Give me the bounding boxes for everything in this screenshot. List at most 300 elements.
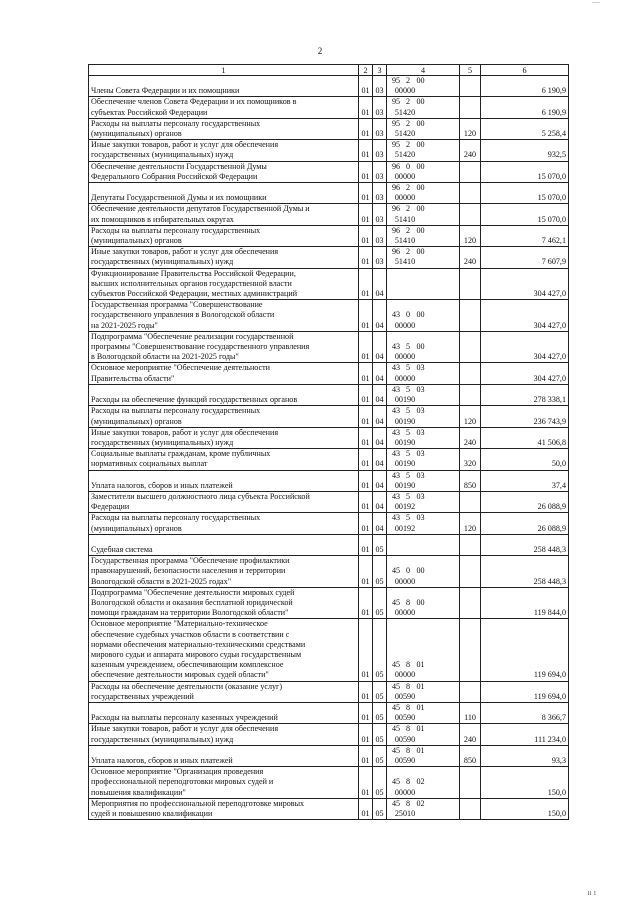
row-name-cell (89, 449, 359, 470)
target-article-part: 01 (416, 702, 425, 712)
row-name-cell (89, 587, 359, 619)
target-article-cell (387, 534, 460, 555)
row-name-line: Вологодской области и оказания бесплатной юридической (91, 597, 293, 607)
subsection-code-cell: 05 (373, 702, 387, 723)
row-name-cell (89, 247, 359, 268)
target-article-part: 2 (405, 118, 411, 128)
target-article-part: 00 (416, 76, 425, 85)
target-article-part: 00 (416, 225, 425, 235)
row-name-line: высших исполнительных органов государственной власти (91, 278, 292, 288)
expense-type-cell (460, 183, 481, 204)
row-name-line: Депутаты Государственной Думы и их помощники (91, 193, 267, 203)
amount-cell: 932,5 (481, 140, 569, 161)
subsection-code-cell: 04 (373, 470, 387, 491)
row-name-line: Расходы на выплаты персоналу государственных (91, 406, 261, 416)
target-article-part: 00000 (394, 670, 416, 680)
table-row (89, 225, 569, 246)
subsection-code-cell: 04 (373, 491, 387, 512)
amount-cell: 236 743,9 (481, 406, 569, 427)
target-article-part: 00190 (394, 395, 416, 405)
target-article-cell (387, 204, 460, 225)
row-name-line: программы "Совершенствование государственного управления (91, 342, 310, 352)
subsection-code-cell: 03 (373, 118, 387, 139)
target-article-part: 43 (391, 513, 401, 523)
section-code-cell: 01 (359, 681, 373, 702)
section-code-cell: 01 (359, 587, 373, 619)
target-article-part: 00190 (394, 416, 416, 426)
table-row (89, 702, 569, 723)
amount-cell: 50,0 (481, 449, 569, 470)
target-article-part: 03 (416, 449, 425, 459)
section-code-cell: 01 (359, 406, 373, 427)
subsection-code-cell: 05 (373, 587, 387, 619)
target-article-part: 0 (405, 161, 411, 171)
target-article-part: 00000 (394, 608, 416, 618)
table-row (89, 470, 569, 491)
amount-cell: 5 258,4 (481, 118, 569, 139)
target-article-cell (387, 76, 460, 97)
target-article-part: 01 (416, 681, 425, 691)
row-name-line: Расходы на выплаты персоналу государственных (91, 225, 261, 235)
target-article-part: 03 (416, 363, 425, 373)
target-article-part: 5 (405, 342, 411, 352)
subsection-code-cell: 03 (373, 161, 387, 182)
corner-mark: — (592, 0, 600, 6)
expense-type-cell (460, 587, 481, 619)
header-cell: 4 (387, 65, 460, 76)
section-code-cell: 01 (359, 384, 373, 405)
target-article-part: 2 (405, 140, 411, 150)
expense-type-cell: 240 (460, 427, 481, 448)
row-name-line: Основное мероприятие "Обеспечение деятельности (91, 363, 270, 373)
target-article-part: 51420 (394, 107, 416, 117)
target-article-part: 00 (416, 342, 425, 352)
target-article-cell (387, 587, 460, 619)
row-name-line: государственных учреждений (91, 691, 194, 701)
amount-cell: 258 448,3 (481, 556, 569, 588)
row-name-cell (89, 427, 359, 448)
header-row (89, 65, 569, 76)
footer-mark: ıı ı (587, 888, 596, 897)
amount-cell: 93,3 (481, 745, 569, 766)
row-name-cell (89, 331, 359, 363)
table-row (89, 247, 569, 268)
target-article-cell (387, 384, 460, 405)
target-article-part: 2 (405, 183, 411, 193)
table-row (89, 513, 569, 534)
row-name-line: профессиональной переподготовки мировых судей и (91, 777, 274, 787)
amount-cell: 41 506,8 (481, 427, 569, 448)
amount-cell: 15 070,0 (481, 204, 569, 225)
target-article-part: 00000 (394, 193, 416, 203)
table-row (89, 183, 569, 204)
target-article-part: 43 (391, 310, 401, 320)
section-code-cell: 01 (359, 76, 373, 97)
target-article-part: 45 (391, 660, 401, 670)
expense-type-cell: 240 (460, 247, 481, 268)
target-article-part: 8 (405, 681, 411, 691)
subsection-code-cell: 05 (373, 619, 387, 681)
target-article-part: 2 (405, 97, 411, 107)
table-row (89, 534, 569, 555)
target-article-cell (387, 300, 460, 332)
subsection-code-cell: 04 (373, 363, 387, 384)
amount-cell: 150,0 (481, 767, 569, 799)
table-row (89, 204, 569, 225)
target-article-part: 00 (416, 597, 425, 607)
table-row (89, 798, 569, 819)
target-article-part: 00 (416, 118, 425, 128)
target-article-part: 2 (405, 225, 411, 235)
expense-type-cell: 850 (460, 470, 481, 491)
table-row (89, 331, 569, 363)
target-article-part: 00 (416, 161, 425, 171)
row-name-line: Социальные выплаты гражданам, кроме публичных (91, 449, 271, 459)
section-code-cell: 01 (359, 118, 373, 139)
header-cell: 2 (359, 65, 373, 76)
row-name-line: Основное мероприятие "Материально-техническое (91, 619, 268, 629)
target-article-part: 03 (416, 513, 425, 523)
row-name-line: Уплата налогов, сборов и иных платежей (91, 756, 233, 765)
target-article-part: 8 (405, 724, 411, 734)
subsection-code-cell: 03 (373, 225, 387, 246)
table-row (89, 384, 569, 405)
expense-type-cell (460, 268, 481, 300)
target-article-part: 45 (391, 745, 401, 755)
amount-cell: 7 607,9 (481, 247, 569, 268)
amount-cell: 119 844,0 (481, 587, 569, 619)
subsection-code-cell: 03 (373, 204, 387, 225)
target-article-part: 00192 (394, 502, 416, 512)
amount-cell: 304 427,0 (481, 300, 569, 332)
row-name-cell (89, 363, 359, 384)
subsection-code-cell: 05 (373, 556, 387, 588)
section-code-cell: 01 (359, 556, 373, 588)
section-code-cell: 01 (359, 767, 373, 799)
subsection-code-cell: 05 (373, 745, 387, 766)
target-article-part: 96 (391, 183, 401, 193)
target-article-cell (387, 268, 460, 300)
amount-cell: 258 448,3 (481, 534, 569, 555)
target-article-part: 8 (405, 777, 411, 787)
target-article-part: 02 (416, 777, 425, 787)
expense-type-cell: 320 (460, 449, 481, 470)
target-article-part: 45 (391, 566, 401, 576)
target-article-part: 95 (391, 118, 401, 128)
row-name-cell (89, 183, 359, 204)
section-code-cell: 01 (359, 427, 373, 448)
target-article-cell (387, 681, 460, 702)
row-name-line: Уплата налогов, сборов и иных платежей (91, 480, 233, 490)
target-article-part: 03 (416, 406, 425, 416)
expense-type-cell (460, 619, 481, 681)
target-article-part: 00190 (394, 459, 416, 469)
row-name-line: нормами обеспечения материально-техническими средствами (91, 639, 306, 649)
page-number: 2 (317, 46, 323, 56)
target-article-part: 96 (391, 204, 401, 214)
row-name-line: на 2021-2025 годы" (91, 320, 158, 330)
row-name-line: повышения квалификации" (91, 787, 186, 797)
row-name-cell (89, 513, 359, 534)
table-row (89, 491, 569, 512)
row-name-line: государственного управления в Вологодской области (91, 310, 275, 320)
target-article-part: 51410 (394, 257, 416, 267)
target-article-part: 00000 (394, 171, 416, 181)
expense-type-cell: 240 (460, 724, 481, 745)
target-article-part: 00 (416, 140, 425, 150)
section-code-cell: 01 (359, 183, 373, 204)
expense-type-cell (460, 556, 481, 588)
table-row (89, 767, 569, 799)
target-article-cell (387, 556, 460, 588)
subsection-code-cell: 04 (373, 331, 387, 363)
row-name-cell (89, 204, 359, 225)
target-article-part: 00590 (394, 691, 416, 701)
target-article-part: 02 (416, 798, 425, 808)
section-code-cell: 01 (359, 534, 373, 555)
row-name-cell (89, 76, 359, 97)
row-name-cell (89, 406, 359, 427)
target-article-cell (387, 161, 460, 182)
target-article-cell (387, 798, 460, 819)
target-article-part: 2 (405, 247, 411, 257)
subsection-code-cell: 04 (373, 449, 387, 470)
row-name-line: в Вологодской области на 2021-2025 годы" (91, 352, 239, 362)
row-name-cell (89, 161, 359, 182)
row-name-line: Члены Совета Федерации и их помощники (91, 86, 240, 96)
section-code-cell: 01 (359, 745, 373, 766)
row-name-cell (89, 534, 359, 555)
row-name-line: (муниципальных) органов (91, 523, 182, 533)
target-article-part: 5 (405, 427, 411, 437)
header-cell: 5 (460, 65, 481, 76)
target-article-cell (387, 513, 460, 534)
section-code-cell: 01 (359, 449, 373, 470)
row-name-line: Обеспечение деятельности Государственной Думы (91, 161, 267, 171)
target-article-part: 00590 (394, 734, 416, 744)
table-row (89, 97, 569, 118)
section-code-cell: 01 (359, 331, 373, 363)
header-cell: 3 (373, 65, 387, 76)
row-name-line: (муниципальных) органов (91, 416, 182, 426)
amount-cell: 15 070,0 (481, 161, 569, 182)
table-row (89, 118, 569, 139)
target-article-part: 95 (391, 76, 401, 85)
target-article-part: 0 (405, 566, 411, 576)
section-code-cell: 01 (359, 204, 373, 225)
table-header (89, 65, 569, 76)
target-article-cell (387, 118, 460, 139)
target-article-part: 00190 (394, 437, 416, 447)
section-code-cell: 01 (359, 300, 373, 332)
target-article-part: 00190 (394, 480, 416, 490)
section-code-cell: 01 (359, 619, 373, 681)
target-article-part: 00 (416, 183, 425, 193)
section-code-cell: 01 (359, 702, 373, 723)
row-name-line: Функционирование Правительства Российской Федерации, (91, 268, 296, 278)
target-article-part: 43 (391, 470, 401, 480)
target-article-cell (387, 225, 460, 246)
target-article-cell (387, 449, 460, 470)
amount-cell: 7 462,1 (481, 225, 569, 246)
target-article-part: 8 (405, 597, 411, 607)
subsection-code-cell: 05 (373, 724, 387, 745)
expense-type-cell: 120 (460, 406, 481, 427)
amount-cell: 6 190,9 (481, 97, 569, 118)
target-article-part: 01 (416, 745, 425, 755)
target-article-part: 95 (391, 97, 401, 107)
section-code-cell: 01 (359, 247, 373, 268)
expense-type-cell (460, 534, 481, 555)
expense-type-cell: 850 (460, 745, 481, 766)
row-name-line: государственных (муниципальных) нужд (91, 734, 234, 744)
row-name-cell (89, 724, 359, 745)
subsection-code-cell: 03 (373, 183, 387, 204)
table-row (89, 449, 569, 470)
section-code-cell: 01 (359, 491, 373, 512)
amount-cell: 119 694,0 (481, 681, 569, 702)
target-article-part: 8 (405, 702, 411, 712)
header-cell: 1 (89, 65, 359, 76)
row-name-cell (89, 300, 359, 332)
row-name-line: Иные закупки товаров, работ и услуг для обеспечения (91, 427, 279, 437)
table-row (89, 161, 569, 182)
row-name-line: Иные закупки товаров, работ и услуг для обеспечения (91, 724, 279, 734)
target-article-part: 51410 (394, 214, 416, 224)
table-row (89, 681, 569, 702)
target-article-part: 00 (416, 566, 425, 576)
expense-type-cell: 120 (460, 118, 481, 139)
row-name-line: (муниципальных) органов (91, 236, 182, 246)
target-article-part: 43 (391, 406, 401, 416)
target-article-cell (387, 491, 460, 512)
amount-cell: 8 366,7 (481, 702, 569, 723)
target-article-part: 8 (405, 660, 411, 670)
target-article-part: 51410 (394, 236, 416, 246)
row-name-line: мирового судьи и аппарата мирового судьи государственным (91, 649, 302, 659)
budget-table (88, 64, 569, 820)
expense-type-cell (460, 331, 481, 363)
row-name-line: Расходы на выплаты персоналу государственных (91, 513, 261, 523)
amount-cell: 26 088,9 (481, 513, 569, 534)
section-code-cell: 01 (359, 161, 373, 182)
row-name-line: Государственная программа "Совершенствование (91, 300, 263, 310)
target-article-part: 00000 (394, 320, 416, 330)
row-name-line: государственных (муниципальных) нужд (91, 437, 234, 447)
row-name-line: Вологодской области в 2021-2025 годах" (91, 576, 231, 586)
target-article-cell (387, 619, 460, 681)
table-body (89, 76, 569, 820)
amount-cell: 26 088,9 (481, 491, 569, 512)
target-article-part: 51420 (394, 129, 416, 139)
subsection-code-cell: 05 (373, 534, 387, 555)
row-name-line: Обеспечение деятельности депутатов Государственной Думы и (91, 204, 310, 214)
section-code-cell: 01 (359, 268, 373, 300)
section-code-cell: 01 (359, 798, 373, 819)
expense-type-cell (460, 161, 481, 182)
expense-type-cell (460, 363, 481, 384)
row-name-line: Обеспечение членов Совета Федерации и их помощников в (91, 97, 297, 107)
expense-type-cell (460, 681, 481, 702)
target-article-part: 45 (391, 798, 401, 808)
target-article-part: 45 (391, 777, 401, 787)
row-name-cell (89, 470, 359, 491)
target-article-part: 03 (416, 427, 425, 437)
amount-cell: 150,0 (481, 798, 569, 819)
section-code-cell: 01 (359, 513, 373, 534)
expense-type-cell (460, 767, 481, 799)
amount-cell: 15 070,0 (481, 183, 569, 204)
table-row (89, 427, 569, 448)
target-article-part: 96 (391, 247, 401, 257)
table-row (89, 619, 569, 681)
target-article-part: 43 (391, 449, 401, 459)
target-article-cell (387, 470, 460, 491)
target-article-part: 5 (405, 491, 411, 501)
target-article-part: 01 (416, 660, 425, 670)
section-code-cell: 01 (359, 140, 373, 161)
expense-type-cell (460, 300, 481, 332)
target-article-part: 43 (391, 491, 401, 501)
row-name-cell (89, 798, 359, 819)
row-name-line: государственных (муниципальных) нужд (91, 257, 234, 267)
target-article-part: 45 (391, 681, 401, 691)
expense-type-cell: 110 (460, 702, 481, 723)
target-article-cell (387, 140, 460, 161)
table-row (89, 140, 569, 161)
row-name-cell (89, 225, 359, 246)
target-article-part: 00000 (394, 787, 416, 797)
row-name-line: обеспечение деятельности мировых судей области" (91, 670, 269, 680)
target-article-part: 95 (391, 140, 401, 150)
target-article-part: 01 (416, 724, 425, 734)
subsection-code-cell: 03 (373, 247, 387, 268)
row-name-line: Расходы на обеспечение функций государственных органов (91, 395, 298, 405)
target-article-cell (387, 427, 460, 448)
expense-type-cell (460, 204, 481, 225)
target-article-part: 00 (416, 204, 425, 214)
row-name-line: Расходы на выплаты персоналу государственных (91, 118, 261, 128)
row-name-cell (89, 491, 359, 512)
target-article-part: 00590 (394, 713, 416, 723)
header-cell: 6 (481, 65, 569, 76)
target-article-part: 00000 (394, 352, 416, 362)
row-name-line: Расходы на выплаты персоналу казенных учреждений (91, 713, 278, 723)
target-article-cell (387, 97, 460, 118)
subsection-code-cell: 04 (373, 384, 387, 405)
table-row (89, 406, 569, 427)
row-name-line: их помощников в избирательных округах (91, 214, 234, 224)
target-article-part: 5 (405, 384, 411, 394)
table-row (89, 363, 569, 384)
table-row (89, 745, 569, 766)
subsection-code-cell: 03 (373, 140, 387, 161)
target-article-part: 2 (405, 204, 411, 214)
table-row (89, 587, 569, 619)
expense-type-cell (460, 491, 481, 512)
target-article-part: 00590 (394, 756, 416, 765)
subsection-code-cell: 05 (373, 681, 387, 702)
row-name-line: Мероприятия по профессиональной переподготовке мировых (91, 798, 305, 808)
target-article-part: 96 (391, 161, 401, 171)
target-article-part: 96 (391, 225, 401, 235)
row-name-line: (муниципальных) органов (91, 129, 182, 139)
target-article-part: 5 (405, 513, 411, 523)
target-article-part: 5 (405, 470, 411, 480)
expense-type-cell: 120 (460, 513, 481, 534)
subsection-code-cell: 04 (373, 406, 387, 427)
subsection-code-cell: 05 (373, 798, 387, 819)
